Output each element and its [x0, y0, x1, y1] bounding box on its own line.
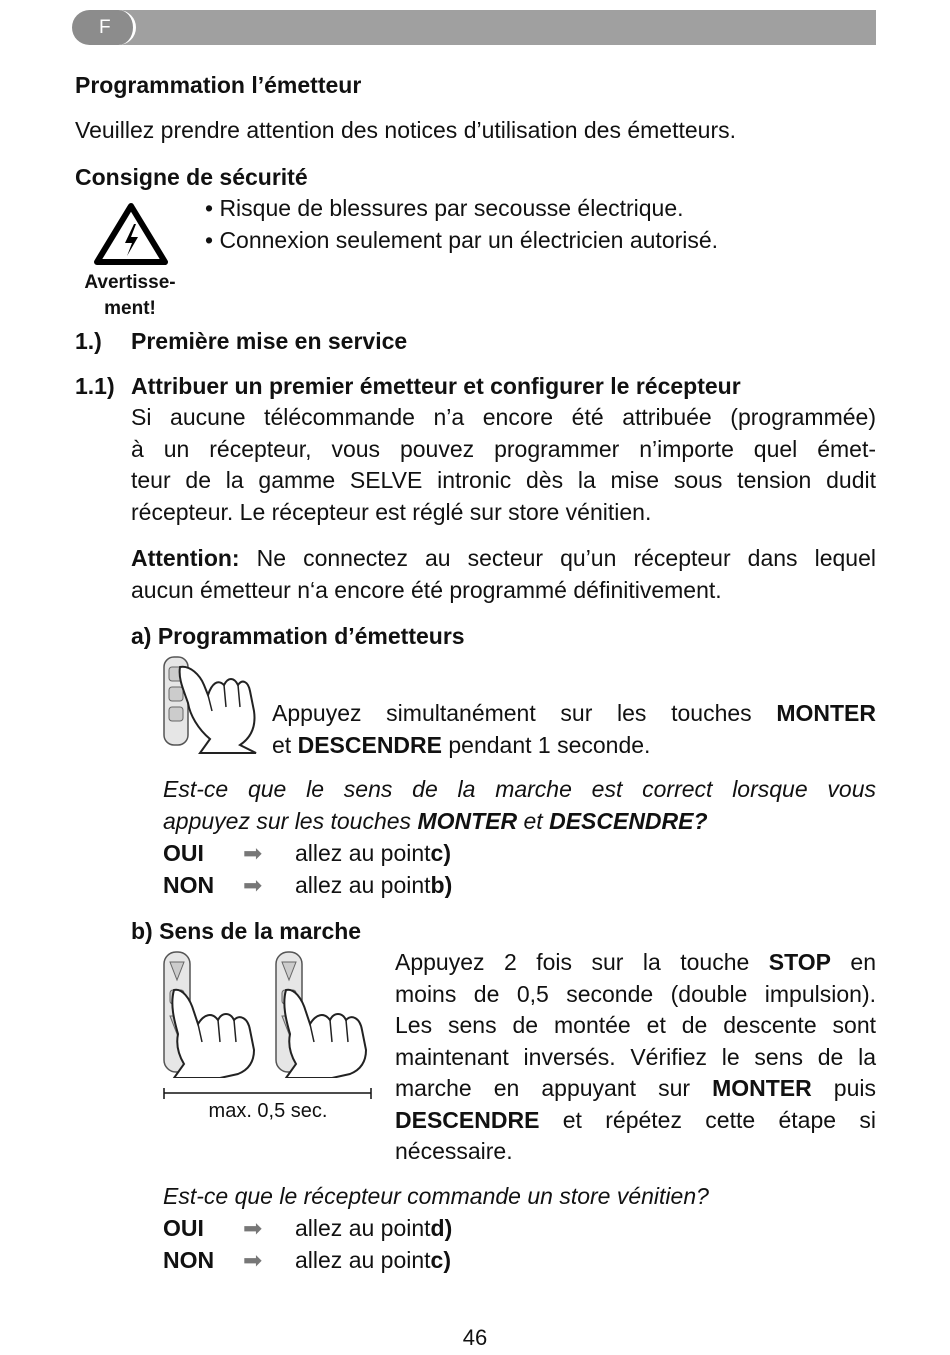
text-run: en — [830, 949, 876, 975]
attention-note — [131, 543, 876, 606]
section-1-1-number: 1.1) — [75, 373, 115, 399]
body-line: à un récepteur, vous pouvez programmer n’importe quel émet- — [131, 435, 876, 462]
answer-point: b) — [430, 872, 453, 898]
answer-label: NON — [163, 872, 215, 898]
answer-text: allez au point — [295, 1247, 431, 1273]
arrow-icon: ➡ — [243, 1215, 263, 1241]
attention-label: Attention: — [131, 545, 240, 571]
section-1-number: 1.) — [75, 328, 102, 354]
step-b-instruction — [395, 947, 876, 1168]
body-line: maintenant inversés. Vérifiez le sens de la — [395, 1043, 876, 1070]
section-1-1-title: Attribuer un premier émetteur et configurer le récepteur — [131, 373, 741, 399]
body-line: récepteur. Le récepteur est réglé sur store vénitien. — [131, 498, 652, 525]
safety-bullet: • Connexion seulement par un électricien autorisé. — [205, 227, 719, 253]
language-tab-label: F — [99, 17, 111, 38]
answer-point: c) — [430, 1247, 451, 1273]
warning-caption-line: ment! — [104, 298, 156, 319]
text-run: et — [517, 807, 550, 834]
text-run: pendant 1 seconde. — [442, 731, 651, 758]
answer-text: allez au point — [295, 1215, 431, 1241]
attention-text: aucun émetteur n‘a encore été programmé définitivement. — [131, 576, 722, 603]
timing-label: max. 0,5 sec. — [208, 1100, 328, 1122]
safety-bullet: • Risque de blessures par secousse électrique. — [205, 195, 684, 221]
answer-text: allez au point — [295, 872, 431, 898]
text-run: et répétez cette étape si — [539, 1106, 876, 1133]
arrow-icon: ➡ — [243, 872, 263, 898]
step-a-title: a) Programmation d’émetteurs — [131, 623, 465, 649]
key-descendre: DESCENDRE — [297, 731, 442, 758]
key-monter: MONTER — [712, 1075, 812, 1101]
step-a-question — [163, 774, 876, 837]
question-line: Est-ce que le sens de la marche est correct lorsque vous — [163, 776, 876, 802]
key-stop: STOP — [768, 949, 831, 975]
section-1-1-body — [131, 402, 876, 528]
answer-text: allez au point — [295, 840, 431, 866]
answer-label: OUI — [163, 840, 204, 866]
page-number: 46 — [462, 1325, 488, 1350]
section-1-title: Première mise en service — [131, 328, 408, 354]
hand-double-press-icon — [272, 950, 376, 1078]
intro-text: Veuillez prendre attention des notices d’utilisation des émetteurs. — [75, 117, 737, 143]
answer-label: OUI — [163, 1215, 204, 1241]
safety-title: Consigne de sécurité — [75, 164, 308, 190]
key-monter: MONTER — [776, 700, 876, 726]
step-b-question: Est-ce que le récepteur commande un store vénitien? — [163, 1183, 709, 1209]
body-line: teur de la gamme SELVE intronic dès la mise sous tension dudit — [131, 467, 876, 493]
body-line: Les sens de montée et de descente sont — [395, 1012, 876, 1038]
header-bar — [100, 10, 876, 45]
hand-press-icon — [160, 655, 264, 755]
arrow-icon: ➡ — [243, 1247, 263, 1273]
step-a-instruction — [272, 698, 876, 761]
warning-caption — [70, 270, 190, 322]
answer-no — [163, 870, 452, 902]
attention-text: Ne connectez au secteur qu’un récepteur dans lequel — [239, 545, 876, 571]
answer-point: c) — [430, 840, 451, 866]
body-line: Si aucune télécommande n’a encore été attribuée (programmée) — [131, 404, 876, 430]
warning-icon — [94, 202, 168, 266]
answer-no — [163, 1245, 451, 1277]
timing-bracket — [163, 1086, 373, 1100]
hand-double-press-icon — [160, 950, 264, 1078]
text-run: Appuyez 2 fois sur la touche — [395, 949, 769, 975]
arrow-icon: ➡ — [243, 840, 263, 866]
answer-label: NON — [163, 1247, 215, 1273]
section-title: Programmation l’émetteur — [75, 72, 362, 98]
text-run: marche en appuyant sur — [395, 1075, 713, 1101]
text-run: appuyez sur les touches — [163, 807, 418, 834]
text-run: Appuyez simultanément sur les touches — [272, 700, 777, 726]
text-run: puis — [811, 1075, 876, 1101]
answer-yes — [163, 838, 451, 870]
answer-yes — [163, 1213, 452, 1245]
key-monter: MONTER — [417, 807, 518, 834]
answer-point: d) — [430, 1215, 453, 1241]
key-descendre: DESCENDRE? — [549, 807, 708, 834]
language-tab — [72, 10, 136, 45]
text-run: et — [272, 731, 298, 758]
body-line: moins de 0,5 seconde (double impulsion). — [395, 980, 876, 1007]
warning-caption-line: Avertisse- — [84, 272, 176, 293]
step-b-title: b) Sens de la marche — [131, 918, 362, 944]
body-line: nécessaire. — [395, 1138, 513, 1164]
key-descendre: DESCENDRE — [395, 1106, 540, 1133]
